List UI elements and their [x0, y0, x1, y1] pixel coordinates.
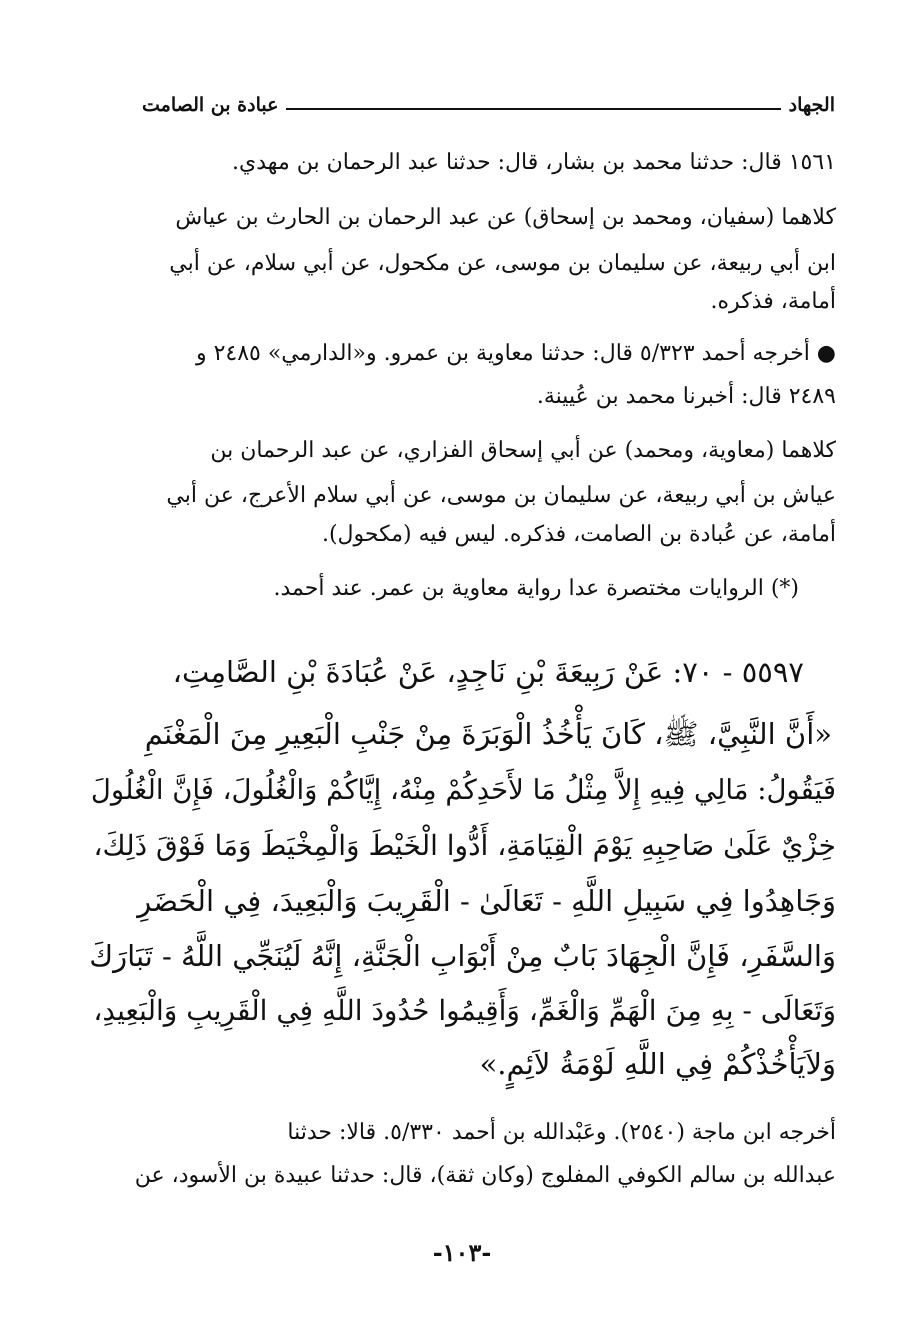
header-rule — [286, 96, 780, 110]
text-line: كلاهما (سفيان، ومحمد بن إسحاق) عن عبد الرحمان بن الحارث بن عياش — [175, 205, 836, 230]
hadith-heading: ٥٥٩٧ - ٧٠: عَنْ رَبِيعَةَ بْنِ نَاجِدٍ، عَنْ عُبَادَةَ بْنِ الصَّامِتِ، — [172, 655, 804, 689]
text-line: ٢٤٨٩ قال: أخبرنا محمد بن عُيينة. — [536, 384, 836, 409]
text-line: كلاهما (معاوية، ومحمد) عن أبي إسحاق الفزاري، عن عبد الرحمان بن — [210, 438, 836, 463]
text-line: أمامة، فذكره. — [710, 289, 836, 314]
hadith-text-line: وَتَعَالَى - بِهِ مِنَ الْهَمِّ وَالْغَمِّ، وَأَقِيمُوا حُدُودَ اللَّهِ فِي الْقَرِيبِ وَالْبَعِيدِ، — [93, 994, 836, 1027]
hadith-text-line: وَالسَّفَرِ، فَإِنَّ الْجِهَادَ بَابٌ مِنْ أَبْوَابِ الْجَنَّةِ، إِنَّهُ لَيُنَجِّي اللَّهُ - تَبَارَكَ — [89, 939, 836, 973]
text-line: عبدالله بن سالم الكوفي المفلوج (وكان ثقة)، قال: حدثنا عبيدة بن الأسود، عن — [134, 1163, 836, 1188]
hadith-text-line: «أَنَّ النَّبِيَّ، ﷺ، كَانَ يَأْخُذُ الْوَبَرَةَ مِنْ جَنْبِ الْبَعِيرِ مِنَ الْمَغْنَمِ — [144, 717, 832, 751]
text-line: ١٥٦١ قال: حدثنا محمد بن بشار، قال: حدثنا عبد الرحمان بن مهدي. — [232, 150, 836, 175]
running-header — [142, 86, 835, 116]
hadith-text-line: فَيَقُولُ: مَالِي فِيهِ إِلاَّ مِثْلُ مَا لأَحَدِكُمْ مِنْهُ، إِيَّاكُمْ وَالْغُلُولَ، فَإِنَّ الْغُلُولَ — [90, 774, 836, 806]
text-line: عياش بن أبي ربيعة، عن سليمان بن موسى، عن أبي سلام الأعرج، عن أبي — [166, 483, 836, 508]
text-line: أمامة، عن عُبادة بن الصامت، فذكره. ليس فيه (مكحول). — [321, 522, 836, 547]
text-line: أخرجه ابن ماجة (٢٥٤٠). وعَبْدالله بن أحمد ٥/٣٣٠. قالا: حدثنا — [287, 1120, 836, 1145]
page-number: -١٠٣- — [432, 1238, 492, 1267]
hadith-text-line: وَجَاهِدُوا فِي سَبِيلِ اللَّهِ - تَعَالَىٰ - الْقَرِيبَ وَالْبَعِيدَ، فِي الْحَضَرِ — [137, 884, 836, 918]
header-section: عبادة بن الصامت — [142, 94, 279, 116]
footnote-line: (*) الروايات مختصرة عدا رواية معاوية بن عمر. عند أحمد. — [273, 576, 799, 601]
hadith-text-line: خِزْيٌ عَلَىٰ صَاحِبِهِ يَوْمَ الْقِيَامَةِ، أَدُّوا الْخَيْطَ وَالْمِخْيَطَ وَمَا فَوْقَ ذَلِكَ، — [93, 829, 836, 862]
text-line: ابن أبي ربيعة، عن سليمان بن موسى، عن مكحول، عن أبي سلام، عن أبي — [169, 251, 836, 276]
text-line: ● أخرجه أحمد ٥/٣٢٣ قال: حدثنا معاوية بن عمرو. و«الدارمي» ٢٤٨٥ و — [195, 341, 836, 366]
hadith-text-line: وَلاَيَأْخُذْكُمْ فِي اللَّهِ لَوْمَةُ لاَئِمٍ.» — [479, 1047, 836, 1081]
header-chapter: الجهاد — [788, 94, 835, 116]
